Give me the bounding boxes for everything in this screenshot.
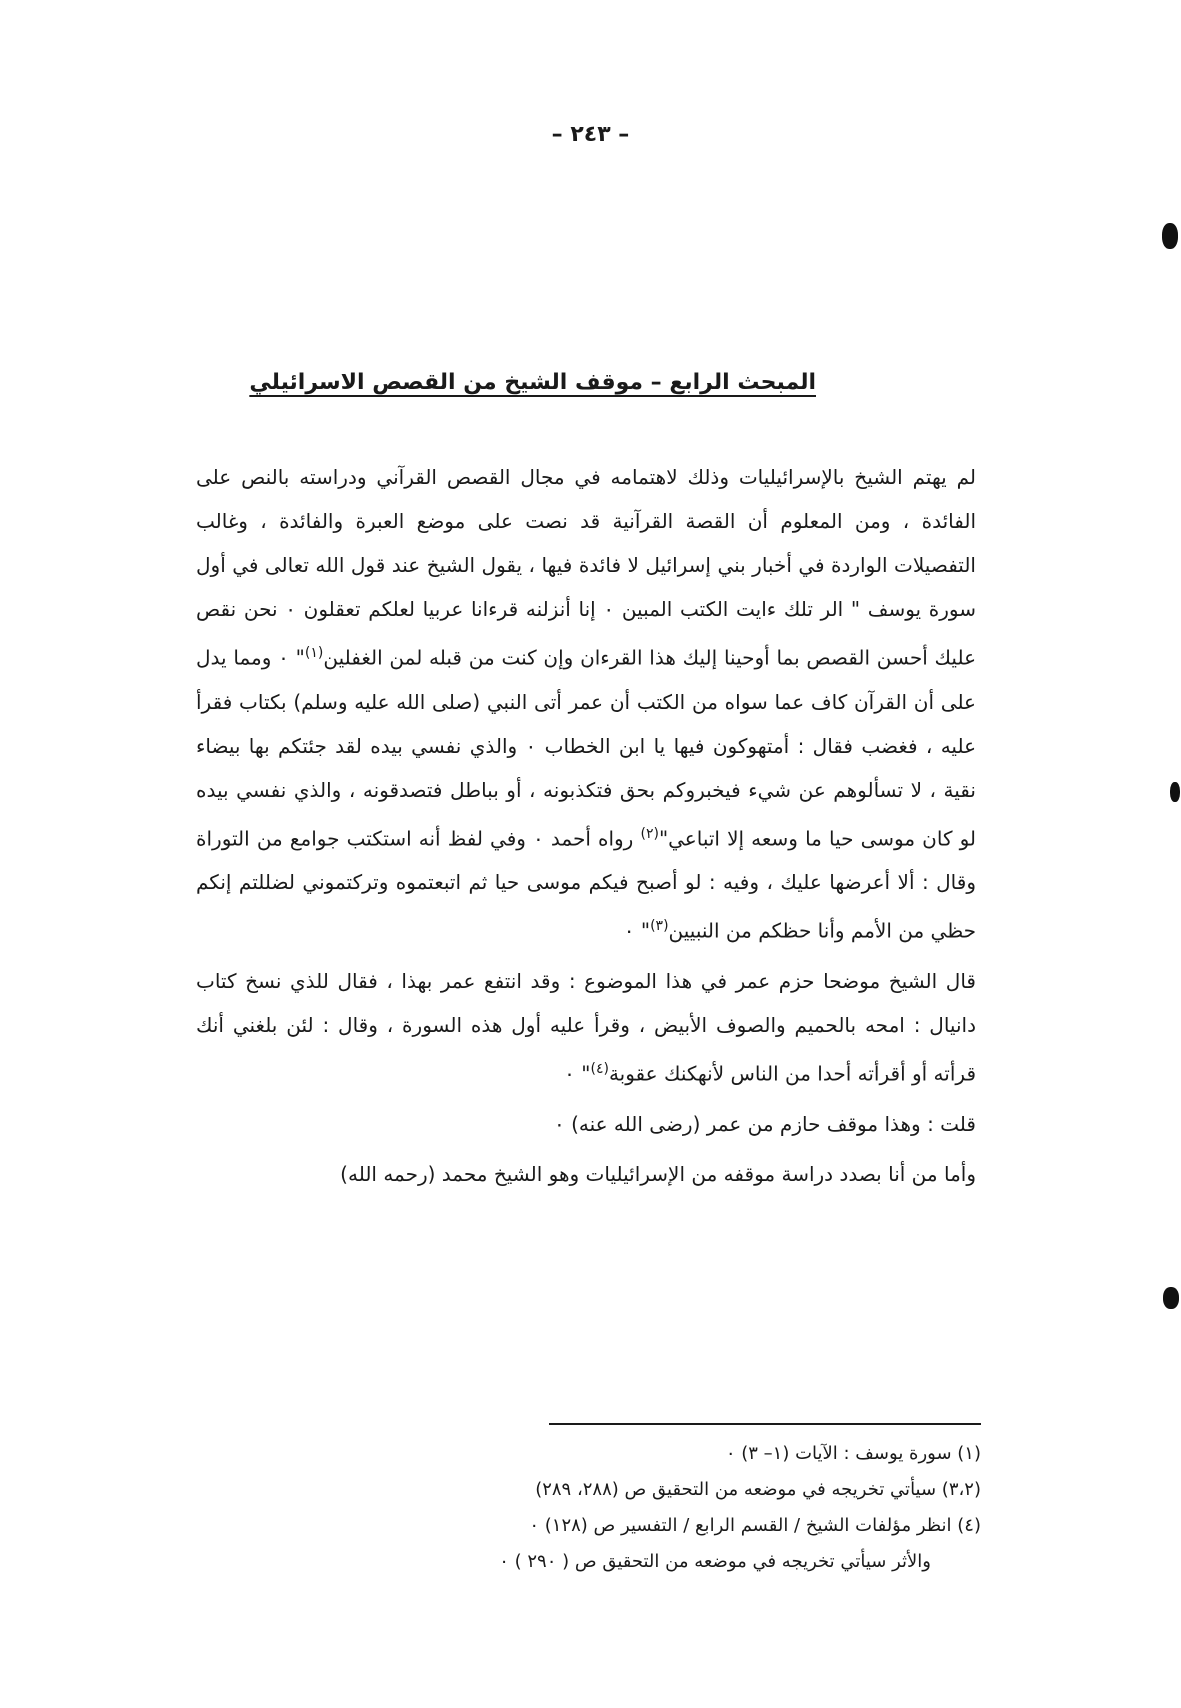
footnote-ref-1: (١) (304, 645, 324, 661)
footnotes (221, 1436, 981, 1580)
section-heading: المبحث الرابع – موقف الشيخ من القصص الاسرائيلي (249, 370, 816, 395)
scan-margin-mark (1170, 782, 1180, 802)
paragraph-1b-text: " ٠ ومما يدل على أن القرآن كاف عما سواه من الكتب أن عمر أتى النبي (صلى الله عليه وسلم) بكتاب فقرأ عليه ، فغضب فقال : أمتهوكون فيها يا ابن الخطاب ٠ والذي نفسي بيده لقد جئتكم بها بيضاء نقية ، لا تسألوهم عن شيء فيخبروكم بحق فتكذبونه ، أو بباطل فتصدقونه ، والذي نفسي بيده لو كان موسى حيا ما وسعه إلا اتباعي" (196, 645, 977, 851)
footnote-ref-2: (٢) (640, 825, 659, 842)
paragraph-2-text: قال الشيخ موضحا حزم عمر في هذا الموضوع : وقد انتفع عمر بهذا ، فقال للذي نسخ كتاب دانيال : امحه بالحميم والصوف الأبيض ، وقرأ عليه أول هذه السورة ، وقال : لئن بلغني أنك قرأته أو أقرأته أحدا من الناس لأنهكنك عقوبة (196, 968, 976, 1086)
paragraph-1d-text: " ٠ (623, 918, 651, 943)
footnote-4: (٤) انظر مؤلفات الشيخ / القسم الرابع / التفسير ص (١٢٨) ٠ (529, 1515, 981, 1536)
paragraph-1-text: لم يهتم الشيخ بالإسرائيليات وذلك لاهتمامه في مجال القصص القرآني ودراسته بالنص على الفائدة ، ومن المعلوم أن القصة القرآنية قد نصت على موضع العبرة والفائدة ، وغالب التفصيلات الواردة في أخبار بني إسرائيل لا فائدة فيها ، يقول الشيخ عند قول الله تعالى في أول سورة يوسف " الر تلك ءايت الكتب المبين ٠ إنا أنزلنه قرءانا عربيا لعلكم تعقلون ٠ نحن نقص عليك أحسن القصص بما أوحينا إليك هذا القرءان وإن كنت من قبله لمن الغفلين (196, 465, 977, 670)
body-text (196, 455, 976, 1196)
footnote-1: (١) سورة يوسف : الآيات (١– ٣) ٠ (725, 1443, 981, 1464)
footnote-ref-3: (٣) (650, 918, 669, 935)
paragraph-continuation: وأما من أنا بصدد دراسة موقفه من الإسرائيليات وهو الشيخ محمد (رحمه الله) (340, 1161, 976, 1186)
paragraph-omar (196, 959, 976, 1096)
paragraph-main (196, 455, 976, 953)
footnote-4-continuation: والأثر سيأتي تخريجه في موضعه من التحقيق ص ( ٢٩٠ ) ٠ (499, 1551, 931, 1572)
footnote-2-3: (٣،٢) سيأتي تخريجه في موضعه من التحقيق ص (٢٨٨، ٢٨٩) (535, 1479, 981, 1500)
paragraph-1c-text: رواه أحمد ٠ وفي لفظ أنه استكتب جوامع من التوراة وقال : ألا أعرضها عليك ، وفيه : لو أصبح فيكم موسى حيا ثم اتبعتموه وتركتموني لضللتم إنكم حظي من الأمم وأنا حظكم من النبيين (196, 826, 976, 943)
footnote-divider (549, 1423, 981, 1425)
paragraph-2b-text: " ٠ (564, 1061, 591, 1086)
scan-margin-mark (1162, 223, 1178, 249)
page-number: – ٢٤٣ – (551, 122, 630, 147)
footnote-ref-4: (٤) (590, 1060, 609, 1077)
scan-margin-mark (1163, 1287, 1179, 1309)
paragraph-comment: قلت : وهذا موقف حازم من عمر (رضى الله عنه) ٠ (553, 1111, 976, 1136)
